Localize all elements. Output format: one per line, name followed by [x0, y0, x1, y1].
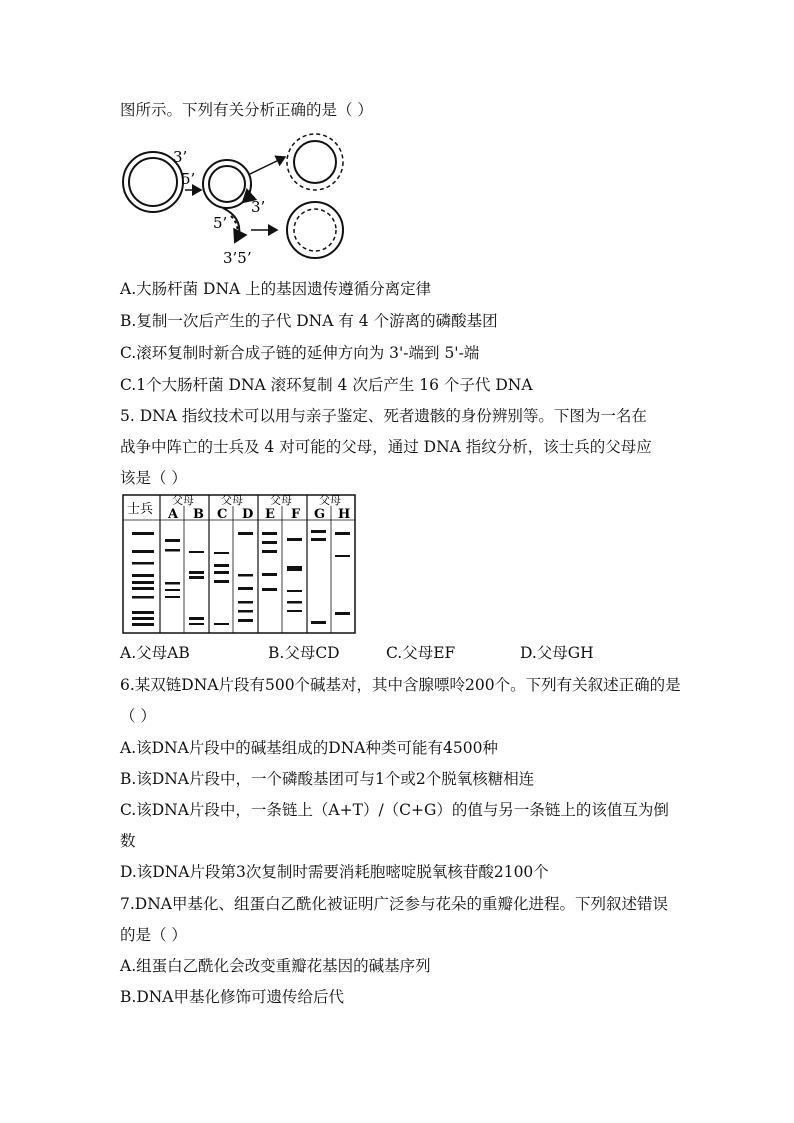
lane-label-d: D: [242, 507, 254, 522]
band-f: [287, 538, 302, 541]
band-b: [189, 571, 204, 574]
band-c: [214, 571, 229, 574]
q5-stem-line-3: 该是（ ）: [120, 469, 187, 487]
pair-label-gh: 父母: [319, 494, 341, 507]
circle-product-bottom-inner: [294, 209, 336, 251]
band-c: [214, 623, 229, 625]
band-d: [238, 601, 253, 604]
band-f: [287, 610, 302, 612]
band-d: [238, 587, 253, 590]
band-a: [165, 582, 180, 585]
band-soldier: [132, 623, 154, 626]
arrow-2: [250, 157, 285, 174]
dna-fingerprint-gel: [122, 494, 358, 636]
band-b: [189, 551, 204, 553]
q4-option-b: B.复制一次后产生的子代 DNA 有 4 个游离的磷酸基团: [120, 312, 498, 330]
band-e: [262, 541, 277, 544]
label-5prime-a: 5’: [181, 170, 196, 188]
band-d: [238, 574, 253, 577]
band-soldier: [132, 550, 154, 553]
band-f: [287, 566, 302, 571]
pair-label-cd: 父母: [221, 494, 243, 507]
q5-option-c: C.父母EF: [386, 644, 456, 662]
circle-product-top-outer: [287, 134, 343, 190]
q4-option-d: C.1个大肠杆菌 DNA 滚环复制 4 次后产生 16 个子代 DNA: [120, 376, 533, 394]
lane-label-soldier: 士兵: [127, 502, 154, 517]
pair-label-ab: 父母: [172, 494, 194, 507]
band-c: [214, 580, 229, 583]
lane-label-f: F: [291, 507, 301, 522]
q6-option-d: D.该DNA片段第3次复制时需要消耗胞嘧啶脱氧核苷酸2100个: [120, 863, 549, 881]
band-f: [287, 590, 302, 592]
band-a: [165, 589, 180, 591]
circle-replicating-inner: [209, 166, 245, 202]
lane-label-c: C: [217, 507, 228, 522]
q5-option-b: B.父母CD: [268, 644, 340, 662]
band-e: [262, 588, 277, 591]
rolling-circle-figure: [115, 132, 365, 272]
band-h: [335, 532, 350, 535]
q6-option-a: A.该DNA片段中的碱基组成的DNA种类可能有4500种: [120, 739, 498, 757]
band-h: [335, 612, 350, 615]
band-soldier: [132, 581, 154, 584]
band-b: [189, 576, 204, 579]
q7-stem-line-2: 的是（ ）: [120, 926, 187, 944]
band-soldier: [132, 562, 154, 565]
q6-option-c-continued: 数: [120, 832, 136, 850]
question-4-stem: 图所示。下列有关分析正确的是（ ）: [120, 101, 373, 119]
band-h: [335, 555, 350, 557]
q6-option-c: C.该DNA片段中，一条链上（A+T）/（C+G）的值与另一条链上的该值互为倒: [120, 801, 669, 819]
q7-option-b: B.DNA甲基化修饰可遗传给后代: [120, 988, 345, 1006]
q5-stem-line-1: 5. DNA 指纹技术可以用与亲子鉴定、死者遗骸的身份辨别等。下图为一名在: [120, 407, 647, 425]
q5-option-d: D.父母GH: [520, 644, 594, 662]
circle-product-bottom-outer: [287, 202, 343, 258]
band-g: [311, 621, 326, 624]
circle-product-top-inner: [294, 141, 336, 183]
label-3prime-5prime: 3’5’: [223, 249, 252, 267]
band-c: [214, 564, 229, 567]
q6-stem-line-1: 6.某双链DNA片段有500个碱基对，其中含腺嘌呤200个。下列有关叙述正确的是: [120, 676, 681, 694]
lane-label-g: G: [314, 507, 326, 522]
q7-stem-line-1: 7.DNA甲基化、组蛋白乙酰化被证明广泛参与花朵的重瓣化进程。下列叙述错误: [120, 895, 668, 913]
band-c: [214, 552, 229, 554]
lane-label-a: A: [168, 507, 179, 522]
band-soldier: [132, 574, 154, 577]
band-soldier: [132, 596, 154, 599]
label-3prime-a: 3’: [173, 148, 188, 166]
band-d: [238, 619, 253, 622]
q4-option-a: A.大肠杆菌 DNA 上的基因遗传遵循分离定律: [120, 280, 432, 298]
band-b: [189, 623, 204, 625]
band-g: [311, 538, 326, 541]
lane-label-e: E: [265, 507, 275, 522]
q7-option-a: A.组蛋白乙酰化会改变重瓣花基因的碱基序列: [120, 957, 431, 975]
q6-option-b: B.该DNA片段中，一个磷酸基团可与1个或2个脱氧核糖相连: [120, 770, 535, 788]
band-b: [189, 617, 204, 620]
band-f: [287, 601, 302, 604]
q5-stem-line-2: 战争中阵亡的士兵及 4 对可能的父母，通过 DNA 指纹分析，该士兵的父母应: [120, 438, 652, 456]
label-3prime-b: 3’: [251, 198, 266, 216]
band-e: [262, 550, 277, 553]
circle-parent-inner: [129, 158, 177, 206]
pair-label-ef: 父母: [270, 494, 292, 507]
band-d: [238, 532, 253, 535]
label-5prime-b: 5’: [213, 214, 228, 232]
lane-label-b: B: [193, 507, 204, 522]
band-a: [165, 549, 180, 552]
q6-stem-line-2: （ ）: [120, 707, 156, 725]
q4-option-c: C.滚环复制时新合成子链的延伸方向为 3'-端到 5'-端: [120, 344, 480, 362]
band-d: [238, 610, 253, 613]
q5-option-a: A.父母AB: [120, 644, 190, 662]
band-g: [311, 530, 326, 533]
band-soldier: [132, 587, 154, 590]
band-e: [262, 573, 277, 576]
band-soldier: [132, 532, 154, 535]
band-soldier: [132, 617, 154, 620]
band-a: [165, 596, 180, 598]
band-a: [165, 539, 180, 542]
lane-label-h: H: [338, 507, 351, 522]
band-soldier: [132, 611, 154, 614]
band-e: [262, 532, 277, 535]
